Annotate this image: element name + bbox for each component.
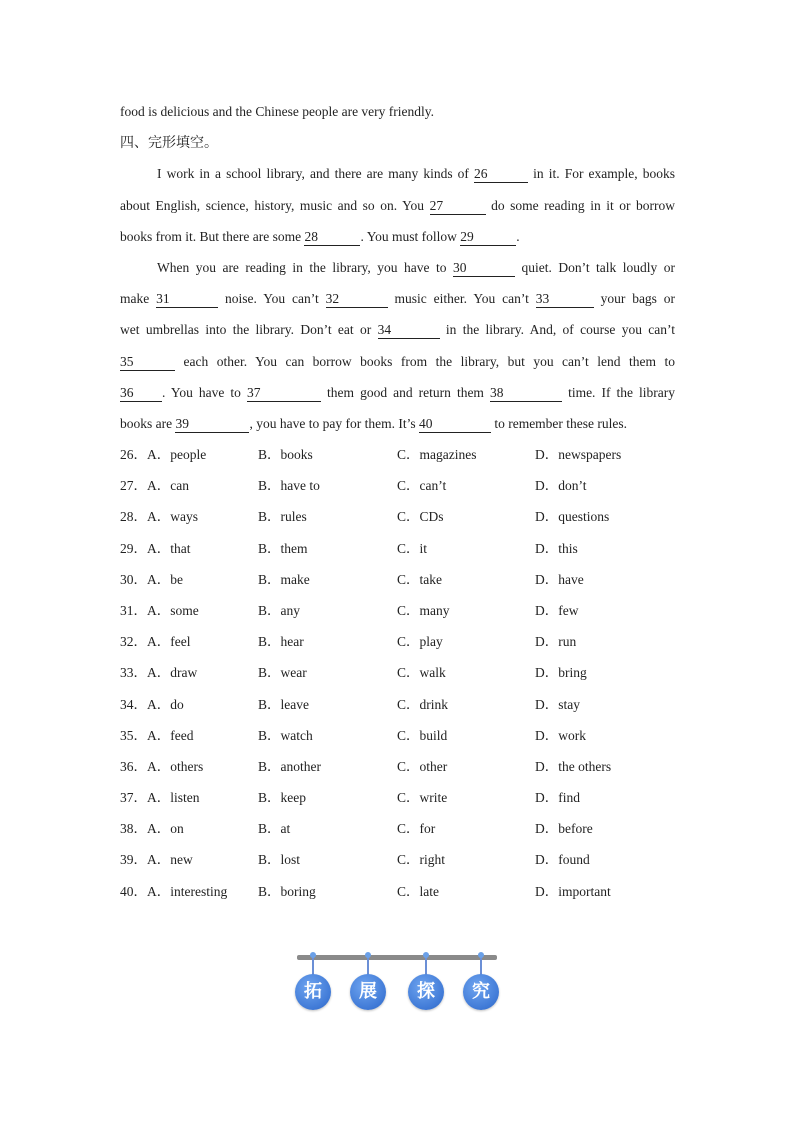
option-d[interactable]: D．this bbox=[535, 540, 578, 556]
option-b[interactable]: B．wear bbox=[258, 665, 307, 681]
option-text: A．ways bbox=[147, 509, 198, 525]
text-span: in it. For example, books bbox=[533, 166, 675, 182]
option-c[interactable]: C．write bbox=[397, 790, 448, 806]
p2-line-5 bbox=[120, 381, 675, 412]
option-text: A．feel bbox=[147, 634, 191, 650]
option-b[interactable]: B．any bbox=[258, 602, 300, 618]
option-d[interactable]: D．found bbox=[535, 852, 590, 868]
intro-line: food is delicious and the Chinese people are very friendly. bbox=[120, 104, 435, 119]
question-number: 26． bbox=[120, 447, 147, 462]
option-d[interactable]: D．few bbox=[535, 602, 579, 618]
text-span: in the library. And, of course you can’t bbox=[445, 322, 676, 338]
blank-39[interactable]: 39 bbox=[175, 416, 249, 433]
p2-line-4 bbox=[120, 350, 675, 381]
text-span: , you have to pay for them. It’s bbox=[249, 415, 416, 431]
option-row bbox=[120, 848, 680, 879]
text-span: noise. You can’t bbox=[225, 291, 319, 307]
badge-tuo: 拓 bbox=[295, 974, 331, 1010]
option-b[interactable]: B．lost bbox=[258, 852, 301, 868]
question-number: 32． bbox=[120, 634, 147, 650]
option-text: A．interesting bbox=[147, 883, 228, 899]
option-text: A．do bbox=[147, 696, 184, 712]
question-number: 30． bbox=[120, 571, 147, 587]
option-row bbox=[120, 630, 680, 661]
option-b[interactable]: B．another bbox=[258, 758, 321, 774]
option-row bbox=[120, 505, 680, 536]
option-row bbox=[120, 755, 680, 786]
option-c[interactable]: C．walk bbox=[397, 665, 446, 681]
option-d[interactable]: D．the others bbox=[535, 758, 612, 774]
text-span: books from it. But there are some bbox=[120, 228, 302, 244]
text-span: them good and return them bbox=[327, 384, 484, 400]
question-number: 38． bbox=[120, 821, 147, 837]
badge-tan: 探 bbox=[408, 974, 444, 1010]
option-d[interactable]: D．have bbox=[535, 571, 584, 587]
text-span: time. If the library bbox=[568, 384, 676, 400]
blank-26[interactable]: 26 bbox=[474, 166, 528, 183]
text-span: make bbox=[120, 291, 150, 307]
banner-dot bbox=[478, 952, 484, 958]
option-row bbox=[120, 537, 680, 568]
text-span: books are bbox=[120, 415, 173, 431]
option-c[interactable]: C．can’t bbox=[397, 478, 447, 494]
option-b[interactable]: B．watch bbox=[258, 727, 313, 743]
option-b[interactable]: B．boring bbox=[258, 883, 316, 899]
blank-28[interactable]: 28 bbox=[304, 229, 360, 246]
question-number: 39． bbox=[120, 852, 147, 868]
option-a[interactable] bbox=[120, 599, 199, 623]
option-d[interactable]: D．important bbox=[535, 883, 611, 899]
option-c[interactable]: C．magazines bbox=[397, 447, 477, 462]
banner-bar bbox=[297, 955, 497, 960]
option-text: A．some bbox=[147, 602, 199, 618]
option-a[interactable] bbox=[120, 630, 190, 654]
option-row bbox=[120, 568, 680, 599]
option-text: A．people bbox=[147, 447, 207, 462]
option-c[interactable]: C．for bbox=[397, 821, 436, 837]
p2-line-1 bbox=[120, 256, 675, 287]
option-b[interactable]: B．rules bbox=[258, 509, 307, 525]
answer-options bbox=[120, 443, 680, 911]
option-row bbox=[120, 786, 680, 817]
option-b[interactable]: B．them bbox=[258, 540, 308, 556]
option-d[interactable]: D．questions bbox=[535, 509, 610, 525]
text-span: to remember these rules. bbox=[494, 415, 628, 431]
option-d[interactable]: D．newspapers bbox=[535, 447, 622, 462]
p1-line-2 bbox=[120, 194, 675, 225]
text-span: I work in a school library, and there are many kinds of bbox=[157, 166, 469, 182]
blank-36[interactable]: 36 bbox=[120, 385, 162, 402]
blank-31[interactable]: 31 bbox=[156, 291, 218, 308]
option-a[interactable] bbox=[120, 693, 184, 717]
option-a[interactable] bbox=[120, 443, 206, 467]
badge-jiu: 究 bbox=[463, 974, 499, 1010]
option-b[interactable]: B．have to bbox=[258, 478, 320, 494]
option-text: A．that bbox=[147, 540, 191, 556]
text-span: . You must follow bbox=[360, 228, 457, 244]
blank-34[interactable]: 34 bbox=[378, 322, 440, 339]
text-span: . bbox=[516, 228, 520, 244]
option-text: A．on bbox=[147, 821, 184, 837]
banner-dot bbox=[423, 952, 429, 958]
blank-27[interactable]: 27 bbox=[430, 198, 486, 215]
option-row bbox=[120, 817, 680, 848]
option-c[interactable]: C．it bbox=[397, 540, 428, 556]
option-row bbox=[120, 724, 680, 755]
option-row bbox=[120, 474, 680, 505]
option-c[interactable]: C．play bbox=[397, 634, 443, 650]
option-d[interactable]: D．don’t bbox=[535, 478, 587, 494]
question-number: 31． bbox=[120, 602, 147, 618]
question-number: 37． bbox=[120, 790, 147, 806]
option-b[interactable]: B．books bbox=[258, 447, 313, 462]
banner-dot bbox=[365, 952, 371, 958]
p2-line-6 bbox=[120, 412, 675, 443]
option-text: A．listen bbox=[147, 790, 200, 806]
option-b[interactable]: B．leave bbox=[258, 696, 309, 712]
blank-38[interactable]: 38 bbox=[490, 385, 562, 402]
text-span: wet umbrellas into the library. Don’t eat or bbox=[120, 322, 372, 338]
question-number: 35． bbox=[120, 727, 147, 743]
p1-line-1 bbox=[120, 162, 675, 193]
text-span: music either. You can’t bbox=[394, 291, 529, 307]
question-number: 40． bbox=[120, 883, 147, 899]
passage-block bbox=[120, 100, 675, 443]
option-c[interactable]: C．take bbox=[397, 571, 442, 587]
text-span: When you are reading in the library, you have to bbox=[157, 259, 447, 275]
p2-line-2 bbox=[120, 287, 675, 318]
option-a[interactable] bbox=[120, 817, 184, 841]
text-span: . You have to bbox=[162, 384, 241, 400]
question-number: 36． bbox=[120, 758, 147, 774]
blank-32[interactable]: 32 bbox=[326, 291, 388, 308]
option-c[interactable]: C．CDs bbox=[397, 509, 444, 525]
text-span: your bags or bbox=[600, 291, 676, 307]
option-c[interactable]: C．many bbox=[397, 602, 450, 618]
blank-30[interactable]: 30 bbox=[453, 260, 515, 277]
text-span: each other. You can borrow books from the library, but you can’t lend them to bbox=[183, 353, 676, 369]
option-d[interactable]: D．before bbox=[535, 821, 593, 837]
option-row bbox=[120, 880, 680, 911]
option-c[interactable]: C．right bbox=[397, 852, 446, 868]
option-d[interactable]: D．stay bbox=[535, 696, 580, 712]
banner-dot bbox=[310, 952, 316, 958]
option-text: A．new bbox=[147, 852, 193, 868]
text-span: about English, science, history, music and so on. You bbox=[120, 197, 425, 213]
expand-explore-banner bbox=[290, 950, 500, 1012]
option-text: A．draw bbox=[147, 665, 198, 681]
text-span: quiet. Don’t talk loudly or bbox=[521, 259, 676, 275]
option-c[interactable]: C．build bbox=[397, 727, 448, 743]
option-a[interactable] bbox=[120, 724, 193, 748]
blank-40[interactable]: 40 bbox=[419, 416, 491, 433]
option-c[interactable]: C．other bbox=[397, 758, 448, 774]
option-a[interactable] bbox=[120, 661, 197, 685]
option-a[interactable] bbox=[120, 505, 198, 529]
option-row bbox=[120, 661, 680, 692]
option-b[interactable]: B．make bbox=[258, 571, 310, 587]
option-text: A．can bbox=[147, 478, 189, 494]
option-text: A．be bbox=[147, 571, 183, 587]
option-a[interactable] bbox=[120, 880, 227, 904]
option-text: A．others bbox=[147, 758, 204, 774]
option-d[interactable]: D．run bbox=[535, 634, 577, 650]
section-heading: 四、完形填空。 bbox=[120, 135, 218, 152]
option-d[interactable]: D．work bbox=[535, 727, 586, 743]
option-b[interactable]: B．hear bbox=[258, 634, 304, 650]
p2-line-3 bbox=[120, 318, 675, 349]
option-text: A．feed bbox=[147, 727, 194, 743]
option-a[interactable] bbox=[120, 474, 189, 498]
option-a[interactable] bbox=[120, 755, 203, 779]
question-number: 27． bbox=[120, 478, 147, 494]
blank-37[interactable]: 37 bbox=[247, 385, 321, 402]
text-span: do some reading in it or borrow bbox=[491, 197, 676, 213]
p1-line-3 bbox=[120, 225, 675, 256]
question-number: 29． bbox=[120, 540, 147, 556]
option-b[interactable]: B．at bbox=[258, 821, 291, 837]
blank-29[interactable]: 29 bbox=[460, 229, 516, 246]
question-number: 28． bbox=[120, 509, 147, 525]
option-row bbox=[120, 599, 680, 630]
option-a[interactable] bbox=[120, 848, 193, 872]
question-number: 34． bbox=[120, 696, 147, 712]
option-d[interactable]: D．bring bbox=[535, 665, 587, 681]
option-a[interactable] bbox=[120, 786, 200, 810]
option-c[interactable]: C．drink bbox=[397, 696, 449, 712]
badge-zhan: 展 bbox=[350, 974, 386, 1010]
option-c[interactable]: C．late bbox=[397, 883, 439, 899]
blank-33[interactable]: 33 bbox=[536, 291, 594, 308]
option-a[interactable] bbox=[120, 537, 191, 561]
blank-35[interactable]: 35 bbox=[120, 354, 175, 371]
option-row bbox=[120, 693, 680, 724]
option-row bbox=[120, 443, 680, 474]
option-b[interactable]: B．keep bbox=[258, 790, 306, 806]
option-a[interactable] bbox=[120, 568, 183, 592]
question-number: 33． bbox=[120, 665, 147, 681]
option-d[interactable]: D．find bbox=[535, 790, 580, 806]
